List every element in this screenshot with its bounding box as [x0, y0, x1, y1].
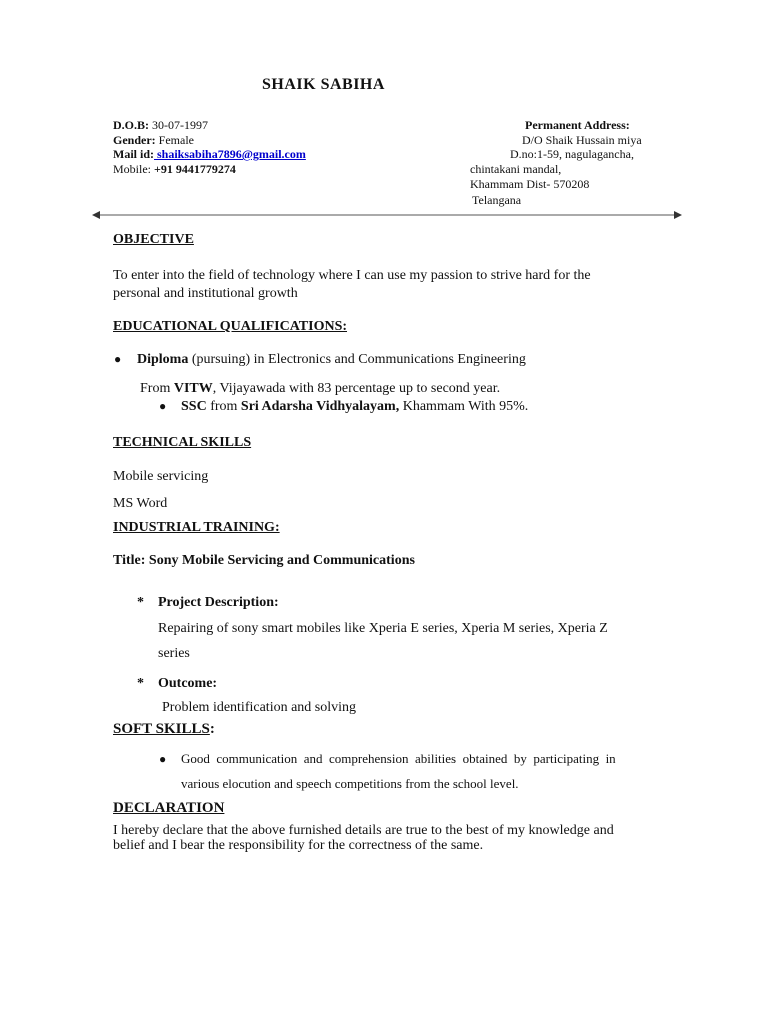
diploma-label: Diploma [137, 352, 189, 367]
asterisk-icon: * [137, 595, 144, 610]
dob-line [113, 118, 208, 132]
from-text: , Vijayawada with 83 percentage up to second year. [212, 381, 501, 396]
soft-skills-colon: : [209, 721, 215, 737]
education-heading: EDUCATIONAL QUALIFICATIONS: [113, 319, 348, 334]
ssc-label: SSC [181, 399, 207, 414]
address-line-5: Telangana [472, 193, 522, 207]
bullet-icon: ● [159, 399, 167, 413]
mobile-label: Mobile: [113, 162, 154, 176]
objective-line-1: To enter into the field of technology where I can use my passion to strive hard for the [113, 268, 591, 283]
address-line-1: D/O Shaik Hussain miya [522, 133, 642, 147]
address-line-3: chintakani mandal, [470, 162, 562, 176]
soft-skill-line-1: Good communication and comprehension abilities obtained by participating in [181, 751, 616, 766]
declaration-line-1: I hereby declare that the above furnished details are true to the best of my knowledge and [113, 823, 614, 838]
training-heading: INDUSTRIAL TRAINING: [113, 520, 280, 535]
training-title: Title: Sony Mobile Servicing and Communications [113, 553, 415, 568]
project-line-2: series [158, 646, 190, 661]
mail-line [113, 147, 306, 161]
skill-item: Mobile servicing [113, 469, 209, 484]
school-name: Sri Adarsha Vidhyalayam, [240, 399, 400, 414]
project-line-1: Repairing of sony smart mobiles like Xperia E series, Xperia M series, Xperia Z [158, 621, 608, 636]
ssc-mid: from [206, 399, 241, 414]
declaration-line-2: belief and I bear the responsibility for the correctness of the same. [113, 838, 484, 853]
diploma-text: (pursuing) in Electronics and Communications Engineering [188, 352, 526, 367]
bullet-icon: ● [159, 752, 167, 766]
project-label: Project Description: [158, 595, 279, 610]
address-title: Permanent Address: [525, 118, 630, 132]
header-divider [92, 209, 682, 221]
mobile-line [113, 162, 236, 176]
dob-label: D.O.B: [113, 118, 149, 132]
gender-value: Female [155, 133, 194, 147]
outcome-text: Problem identification and solving [162, 700, 357, 715]
technical-heading: TECHNICAL SKILLS [113, 435, 252, 450]
dob-value: 30-07-1997 [149, 118, 208, 132]
address-line-4: Khammam Dist- 570208 [470, 177, 590, 191]
mail-label: Mail id: [113, 147, 154, 161]
email-link[interactable]: shaiksabiha7896@gmail.com [154, 147, 306, 161]
college-name: VITW [173, 381, 213, 396]
soft-skills-heading-line [113, 721, 215, 738]
diploma-line [137, 352, 526, 368]
gender-label: Gender: [113, 133, 156, 147]
ssc-text: Khammam With 95%. [399, 399, 529, 414]
from-prefix: From [140, 381, 174, 396]
objective-heading: OBJECTIVE [113, 232, 194, 247]
soft-skills-heading: SOFT SKILLS [113, 721, 210, 737]
declaration-heading: DECLARATION [113, 800, 225, 816]
skill-item: MS Word [113, 496, 168, 511]
soft-skill-line-2: various elocution and speech competitions from the school level. [181, 776, 519, 791]
gender-line [113, 133, 194, 147]
bullet-icon: ● [114, 352, 122, 366]
asterisk-icon: * [137, 676, 144, 691]
ssc-line [181, 399, 528, 415]
resume-name: SHAIK SABIHA [262, 76, 385, 93]
outcome-label: Outcome: [158, 676, 218, 691]
objective-line-2: personal and institutional growth [113, 286, 298, 301]
address-line-2: D.no:1-59, nagulagancha, [510, 147, 634, 161]
from-line [140, 381, 500, 397]
mobile-value: +91 9441779274 [154, 162, 236, 176]
